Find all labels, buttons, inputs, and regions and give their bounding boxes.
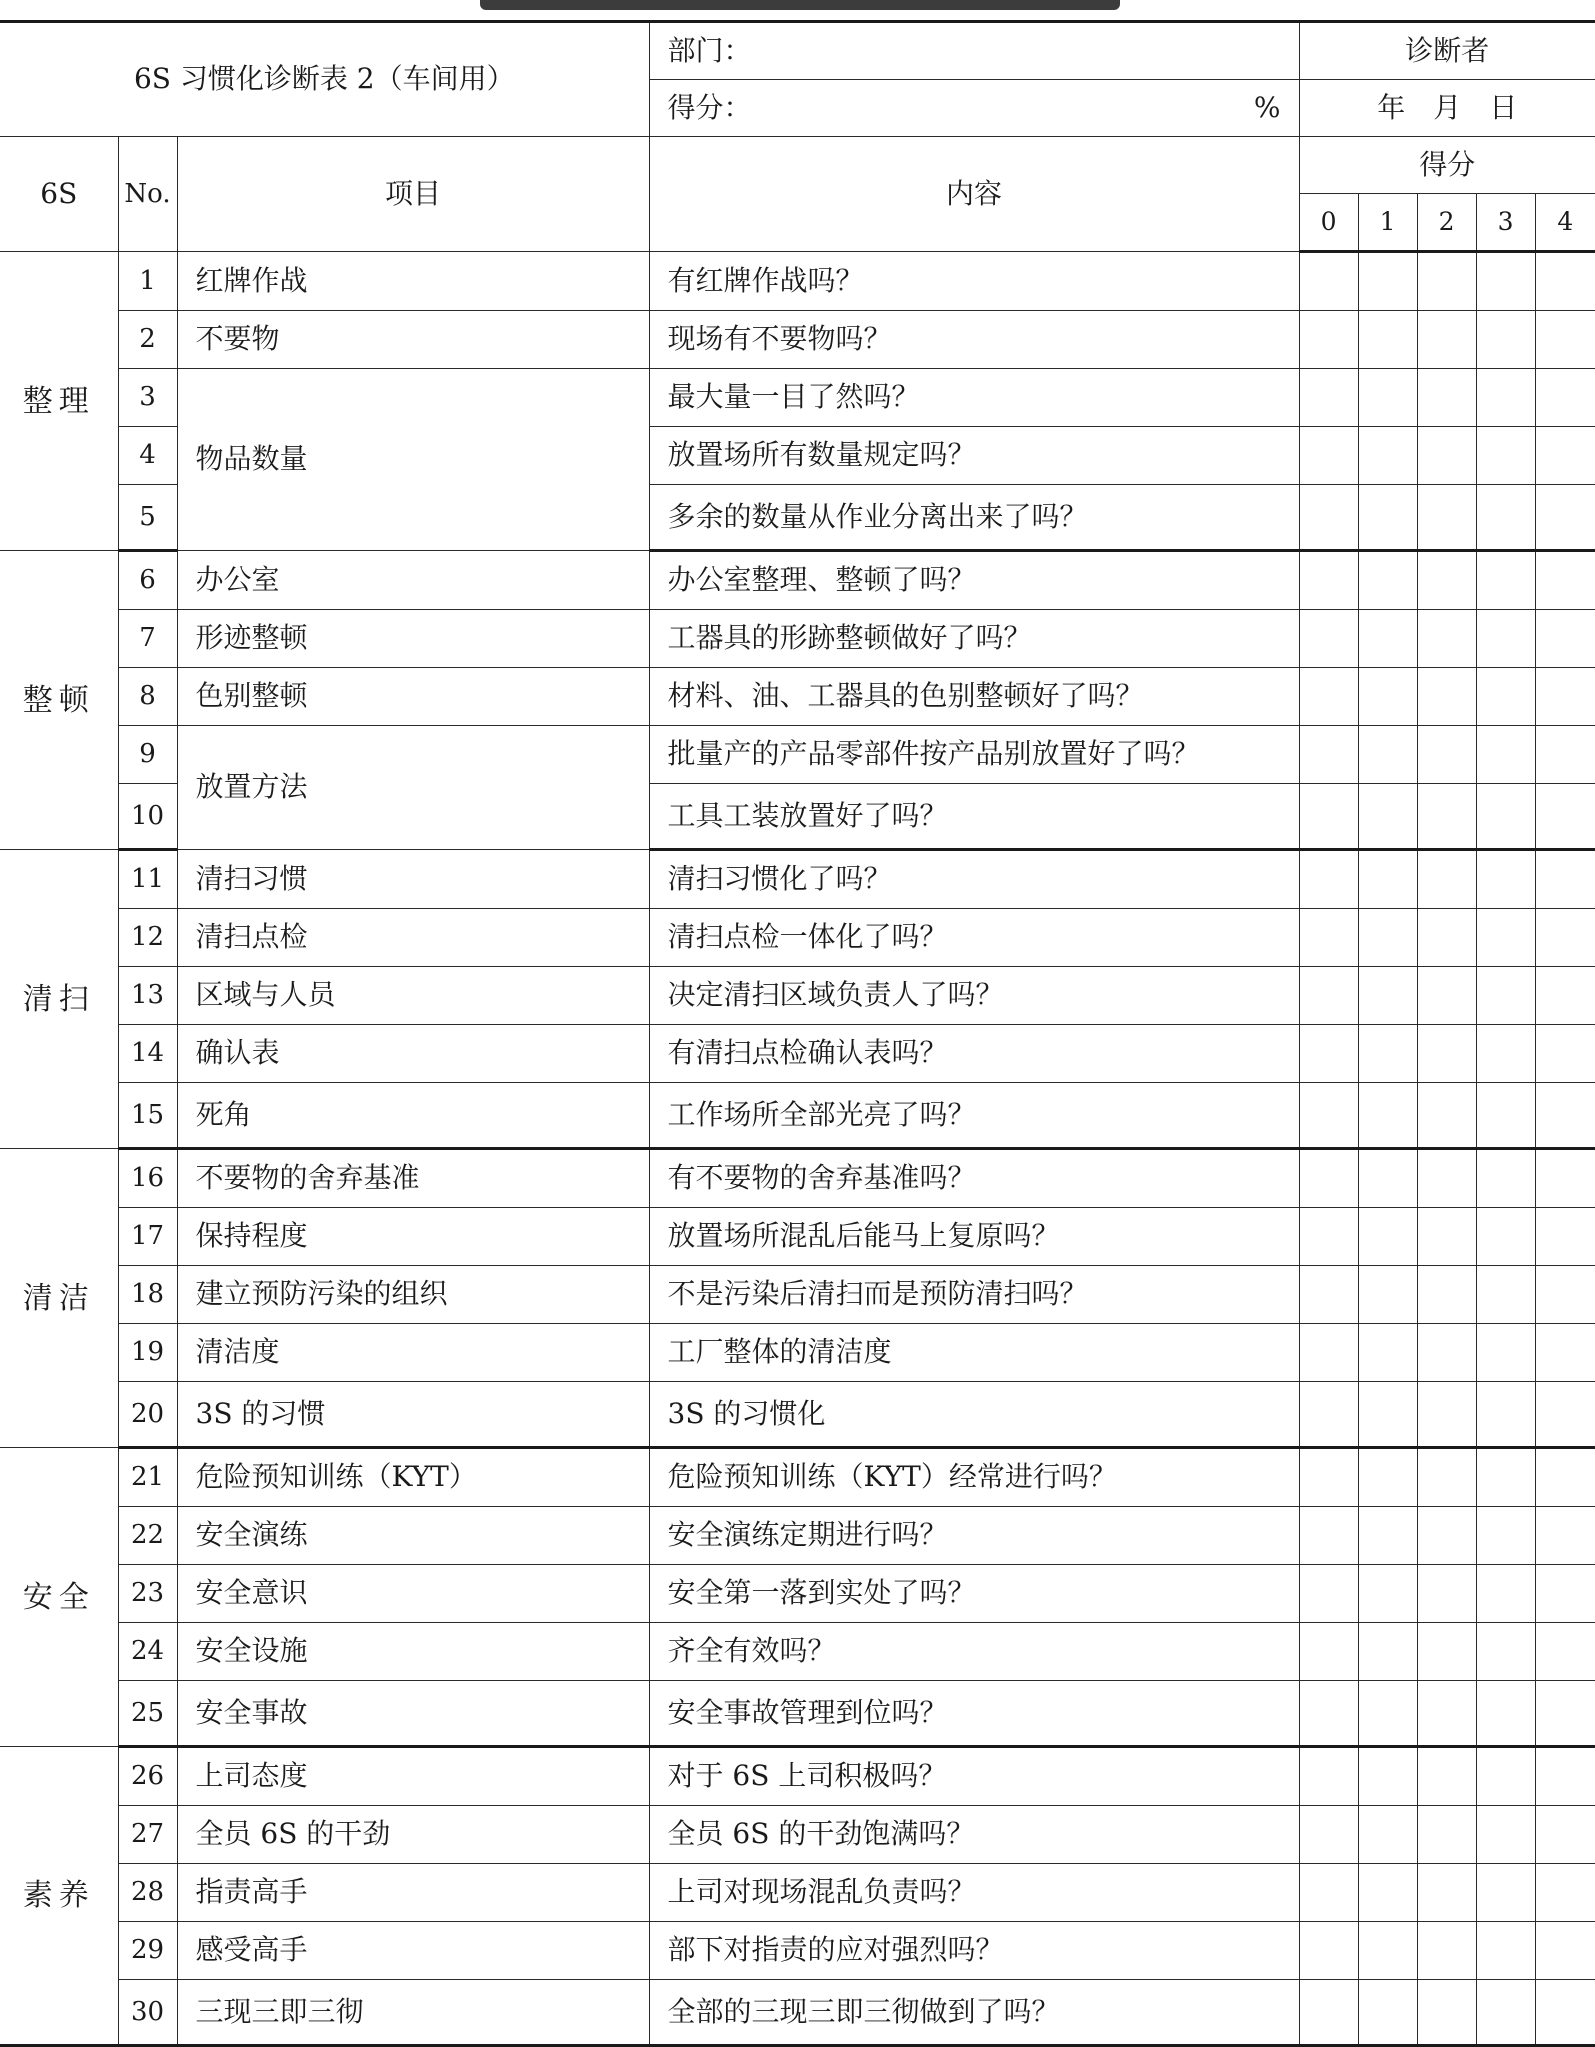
score-cell-4[interactable] xyxy=(1535,1083,1595,1149)
item-cell: 物品数量 xyxy=(177,369,649,551)
score-cell-0[interactable] xyxy=(1299,311,1358,369)
score-cell-1[interactable] xyxy=(1358,427,1417,485)
content-cell: 安全第一落到实处了吗？ xyxy=(649,1565,1299,1623)
row-number: 2 xyxy=(118,311,177,369)
score-cell-1[interactable] xyxy=(1358,551,1417,610)
score-cell-0[interactable] xyxy=(1299,784,1358,850)
item-cell: 死角 xyxy=(177,1083,649,1149)
content-cell: 有不要物的舍弃基准吗？ xyxy=(649,1149,1299,1208)
table-row xyxy=(0,1149,1595,1208)
score-cell-3[interactable] xyxy=(1476,668,1535,726)
item-cell: 红牌作战 xyxy=(177,252,649,311)
score-cell-2[interactable] xyxy=(1417,1806,1476,1864)
table-row xyxy=(0,1208,1595,1266)
score-cell-2[interactable] xyxy=(1417,427,1476,485)
row-number: 4 xyxy=(118,427,177,485)
score-cell-4[interactable] xyxy=(1535,1149,1595,1208)
category-cell: 素养 xyxy=(0,1747,118,2046)
score-cell-3[interactable] xyxy=(1476,1208,1535,1266)
score-cell-0[interactable] xyxy=(1299,1208,1358,1266)
score-cell-3[interactable] xyxy=(1476,1083,1535,1149)
row-number: 25 xyxy=(118,1681,177,1747)
score-cell-2[interactable] xyxy=(1417,1623,1476,1681)
score-cell-3[interactable] xyxy=(1476,967,1535,1025)
score-cell-1[interactable] xyxy=(1358,1266,1417,1324)
row-number: 17 xyxy=(118,1208,177,1266)
score-cell-4[interactable] xyxy=(1535,1565,1595,1623)
score-cell-3[interactable] xyxy=(1476,909,1535,967)
row-number: 5 xyxy=(118,485,177,551)
score-cell-1[interactable] xyxy=(1358,1864,1417,1922)
item-cell: 区域与人员 xyxy=(177,967,649,1025)
score-cell-1[interactable] xyxy=(1358,1025,1417,1083)
score-cell-3[interactable] xyxy=(1476,1266,1535,1324)
row-number: 10 xyxy=(118,784,177,850)
score-cell-0[interactable] xyxy=(1299,551,1358,610)
score-cell-2[interactable] xyxy=(1417,1208,1476,1266)
row-number: 22 xyxy=(118,1507,177,1565)
item-cell: 安全演练 xyxy=(177,1507,649,1565)
row-number: 24 xyxy=(118,1623,177,1681)
score-cell-3[interactable] xyxy=(1476,1565,1535,1623)
item-cell: 清扫点检 xyxy=(177,909,649,967)
score-cell-3[interactable] xyxy=(1476,1324,1535,1382)
score-cell-3[interactable] xyxy=(1476,726,1535,784)
row-number: 14 xyxy=(118,1025,177,1083)
score-cell-2[interactable] xyxy=(1417,1507,1476,1565)
row-number: 20 xyxy=(118,1382,177,1448)
table-row xyxy=(0,369,1595,427)
score-cell-4[interactable] xyxy=(1535,252,1595,311)
score-cell-1[interactable] xyxy=(1358,252,1417,311)
table-row xyxy=(0,551,1595,610)
content-cell: 有清扫点检确认表吗？ xyxy=(649,1025,1299,1083)
score-cell-1[interactable] xyxy=(1358,784,1417,850)
item-cell: 三现三即三彻 xyxy=(177,1980,649,2046)
content-cell: 放置场所混乱后能马上复原吗？ xyxy=(649,1208,1299,1266)
item-cell: 全员 6S 的干劲 xyxy=(177,1806,649,1864)
score-cell-3[interactable] xyxy=(1476,1681,1535,1747)
score-cell-1[interactable] xyxy=(1358,1806,1417,1864)
content-cell: 对于 6S 上司积极吗？ xyxy=(649,1747,1299,1806)
score-cell-3[interactable] xyxy=(1476,610,1535,668)
score-cell-1[interactable] xyxy=(1358,1681,1417,1747)
score-cell-0[interactable] xyxy=(1299,1324,1358,1382)
item-cell: 保持程度 xyxy=(177,1208,649,1266)
score-cell-4[interactable] xyxy=(1535,1208,1595,1266)
score-cell-2[interactable] xyxy=(1417,1864,1476,1922)
score-cell-2[interactable] xyxy=(1417,726,1476,784)
score-cell-2[interactable] xyxy=(1417,252,1476,311)
col-header-number: No. xyxy=(118,137,177,252)
score-cell-2[interactable] xyxy=(1417,668,1476,726)
score-cell-4[interactable] xyxy=(1535,1806,1595,1864)
item-cell: 清洁度 xyxy=(177,1324,649,1382)
score-cell-0[interactable] xyxy=(1299,1448,1358,1507)
date-year: 年 xyxy=(1377,90,1406,124)
score-cell-1[interactable] xyxy=(1358,1448,1417,1507)
score-cell-4[interactable] xyxy=(1535,850,1595,909)
score-cell-0[interactable] xyxy=(1299,909,1358,967)
date-day: 日 xyxy=(1489,90,1518,124)
score-cell-4[interactable] xyxy=(1535,1448,1595,1507)
row-number: 8 xyxy=(118,668,177,726)
table-row xyxy=(0,252,1595,311)
table-row xyxy=(0,850,1595,909)
diagnosis-form-table xyxy=(0,20,1595,2047)
item-cell: 清扫习惯 xyxy=(177,850,649,909)
score-cell-0[interactable] xyxy=(1299,610,1358,668)
score-cell-2[interactable] xyxy=(1417,1324,1476,1382)
table-row xyxy=(0,1681,1595,1747)
score-cell-2[interactable] xyxy=(1417,1083,1476,1149)
score-cell-3[interactable] xyxy=(1476,1806,1535,1864)
table-row xyxy=(0,726,1595,784)
table-row xyxy=(0,1980,1595,2046)
score-cell-2[interactable] xyxy=(1417,1922,1476,1980)
score-cell-0[interactable] xyxy=(1299,967,1358,1025)
score-cell-4[interactable] xyxy=(1535,1025,1595,1083)
item-cell: 指责高手 xyxy=(177,1864,649,1922)
table-row xyxy=(0,1266,1595,1324)
item-cell: 放置方法 xyxy=(177,726,649,850)
item-cell: 不要物 xyxy=(177,311,649,369)
score-cell-0[interactable] xyxy=(1299,1623,1358,1681)
score-cell-4[interactable] xyxy=(1535,1623,1595,1681)
score-cell-4[interactable] xyxy=(1535,1864,1595,1922)
score-cell-4[interactable] xyxy=(1535,1922,1595,1980)
score-cell-0[interactable] xyxy=(1299,668,1358,726)
table-row xyxy=(0,610,1595,668)
score-cell-2[interactable] xyxy=(1417,1149,1476,1208)
score-cell-1[interactable] xyxy=(1358,726,1417,784)
score-level-0: 0 xyxy=(1299,194,1358,252)
score-cell-1[interactable] xyxy=(1358,967,1417,1025)
item-cell: 危险预知训练（KYT） xyxy=(177,1448,649,1507)
score-cell-4[interactable] xyxy=(1535,1980,1595,2046)
content-cell: 多余的数量从作业分离出来了吗？ xyxy=(649,485,1299,551)
content-cell: 最大量一目了然吗？ xyxy=(649,369,1299,427)
score-cell-3[interactable] xyxy=(1476,1382,1535,1448)
score-cell-2[interactable] xyxy=(1417,1681,1476,1747)
score-cell-0[interactable] xyxy=(1299,1565,1358,1623)
content-cell: 清扫习惯化了吗？ xyxy=(649,850,1299,909)
score-cell-3[interactable] xyxy=(1476,1448,1535,1507)
table-row xyxy=(0,1324,1595,1382)
score-cell-1[interactable] xyxy=(1358,909,1417,967)
score-cell-2[interactable] xyxy=(1417,850,1476,909)
content-cell: 材料、油、工器具的色别整顿好了吗？ xyxy=(649,668,1299,726)
table-row xyxy=(0,1025,1595,1083)
score-cell-0[interactable] xyxy=(1299,1083,1358,1149)
category-cell: 整理 xyxy=(0,252,118,551)
score-cell-1[interactable] xyxy=(1358,1083,1417,1149)
cropped-title-strip xyxy=(480,0,1120,10)
score-field[interactable] xyxy=(649,80,1299,137)
score-level-1: 1 xyxy=(1358,194,1417,252)
score-cell-3[interactable] xyxy=(1476,1980,1535,2046)
score-cell-2[interactable] xyxy=(1417,369,1476,427)
percent-sign: % xyxy=(1253,90,1281,124)
content-cell: 全部的三现三即三彻做到了吗？ xyxy=(649,1980,1299,2046)
score-cell-1[interactable] xyxy=(1358,485,1417,551)
score-cell-3[interactable] xyxy=(1476,369,1535,427)
category-cell: 安全 xyxy=(0,1448,118,1747)
content-cell: 工具工装放置好了吗？ xyxy=(649,784,1299,850)
row-number: 18 xyxy=(118,1266,177,1324)
item-cell: 建立预防污染的组织 xyxy=(177,1266,649,1324)
table-row xyxy=(0,1922,1595,1980)
table-row xyxy=(0,668,1595,726)
date-field[interactable] xyxy=(1299,80,1595,137)
diagnoser-label: 诊断者 xyxy=(1299,22,1595,80)
score-cell-2[interactable] xyxy=(1417,1980,1476,2046)
table-row xyxy=(0,967,1595,1025)
score-cell-2[interactable] xyxy=(1417,1448,1476,1507)
score-cell-1[interactable] xyxy=(1358,1747,1417,1806)
row-number: 3 xyxy=(118,369,177,427)
score-cell-4[interactable] xyxy=(1535,485,1595,551)
score-cell-0[interactable] xyxy=(1299,1025,1358,1083)
score-cell-3[interactable] xyxy=(1476,485,1535,551)
item-cell: 色别整顿 xyxy=(177,668,649,726)
item-cell: 办公室 xyxy=(177,551,649,610)
item-cell: 不要物的舍弃基准 xyxy=(177,1149,649,1208)
score-cell-0[interactable] xyxy=(1299,850,1358,909)
score-cell-1[interactable] xyxy=(1358,1565,1417,1623)
score-cell-2[interactable] xyxy=(1417,1747,1476,1806)
content-cell: 放置场所有数量规定吗？ xyxy=(649,427,1299,485)
content-cell: 上司对现场混乱负责吗？ xyxy=(649,1864,1299,1922)
row-number: 11 xyxy=(118,850,177,909)
score-cell-0[interactable] xyxy=(1299,1382,1358,1448)
score-cell-1[interactable] xyxy=(1358,1623,1417,1681)
content-cell: 工器具的形跡整顿做好了吗？ xyxy=(649,610,1299,668)
row-number: 6 xyxy=(118,551,177,610)
score-cell-0[interactable] xyxy=(1299,427,1358,485)
col-header-category: 6S xyxy=(0,137,118,252)
score-cell-4[interactable] xyxy=(1535,784,1595,850)
score-cell-0[interactable] xyxy=(1299,1980,1358,2046)
score-cell-3[interactable] xyxy=(1476,850,1535,909)
row-number: 7 xyxy=(118,610,177,668)
score-cell-2[interactable] xyxy=(1417,909,1476,967)
score-cell-1[interactable] xyxy=(1358,311,1417,369)
score-cell-2[interactable] xyxy=(1417,610,1476,668)
score-cell-4[interactable] xyxy=(1535,668,1595,726)
item-cell: 3S 的习惯 xyxy=(177,1382,649,1448)
score-cell-3[interactable] xyxy=(1476,1747,1535,1806)
score-cell-4[interactable] xyxy=(1535,311,1595,369)
score-cell-1[interactable] xyxy=(1358,1507,1417,1565)
item-cell: 感受高手 xyxy=(177,1922,649,1980)
row-number: 13 xyxy=(118,967,177,1025)
content-cell: 全员 6S 的干劲饱满吗？ xyxy=(649,1806,1299,1864)
score-cell-0[interactable] xyxy=(1299,1922,1358,1980)
item-cell: 确认表 xyxy=(177,1025,649,1083)
item-cell: 上司态度 xyxy=(177,1747,649,1806)
score-cell-3[interactable] xyxy=(1476,427,1535,485)
table-row xyxy=(0,909,1595,967)
score-cell-0[interactable] xyxy=(1299,726,1358,784)
score-cell-4[interactable] xyxy=(1535,369,1595,427)
dept-label: 部门： xyxy=(667,33,752,67)
score-label: 得分： xyxy=(667,90,752,124)
content-cell: 工作场所全部光亮了吗？ xyxy=(649,1083,1299,1149)
table-row xyxy=(0,1448,1595,1507)
row-number: 16 xyxy=(118,1149,177,1208)
table-row xyxy=(0,1864,1595,1922)
score-level-2: 2 xyxy=(1417,194,1476,252)
row-number: 12 xyxy=(118,909,177,967)
score-cell-4[interactable] xyxy=(1535,726,1595,784)
table-row xyxy=(0,311,1595,369)
score-cell-2[interactable] xyxy=(1417,551,1476,610)
score-cell-0[interactable] xyxy=(1299,1681,1358,1747)
content-cell: 3S 的习惯化 xyxy=(649,1382,1299,1448)
score-cell-3[interactable] xyxy=(1476,551,1535,610)
score-cell-0[interactable] xyxy=(1299,369,1358,427)
score-cell-3[interactable] xyxy=(1476,1623,1535,1681)
score-cell-2[interactable] xyxy=(1417,1266,1476,1324)
score-cell-0[interactable] xyxy=(1299,1507,1358,1565)
content-cell: 不是污染后清扫而是预防清扫吗？ xyxy=(649,1266,1299,1324)
score-cell-4[interactable] xyxy=(1535,1747,1595,1806)
score-cell-2[interactable] xyxy=(1417,485,1476,551)
row-number: 1 xyxy=(118,252,177,311)
score-cell-3[interactable] xyxy=(1476,311,1535,369)
content-cell: 现场有不要物吗？ xyxy=(649,311,1299,369)
score-cell-2[interactable] xyxy=(1417,784,1476,850)
form-title: 6S 习惯化诊断表 2（车间用） xyxy=(0,22,649,137)
score-cell-0[interactable] xyxy=(1299,1747,1358,1806)
score-cell-3[interactable] xyxy=(1476,1507,1535,1565)
content-cell: 办公室整理、整顿了吗？ xyxy=(649,551,1299,610)
content-cell: 安全事故管理到位吗？ xyxy=(649,1681,1299,1747)
score-cell-4[interactable] xyxy=(1535,551,1595,610)
score-cell-1[interactable] xyxy=(1358,1149,1417,1208)
row-number: 23 xyxy=(118,1565,177,1623)
row-number: 27 xyxy=(118,1806,177,1864)
score-cell-1[interactable] xyxy=(1358,1208,1417,1266)
col-header-item: 项目 xyxy=(177,137,649,252)
table-row xyxy=(0,1382,1595,1448)
score-cell-1[interactable] xyxy=(1358,668,1417,726)
row-number: 15 xyxy=(118,1083,177,1149)
score-level-4: 4 xyxy=(1535,194,1595,252)
score-cell-3[interactable] xyxy=(1476,1864,1535,1922)
score-cell-2[interactable] xyxy=(1417,1382,1476,1448)
row-number: 21 xyxy=(118,1448,177,1507)
content-cell: 有红牌作战吗？ xyxy=(649,252,1299,311)
score-cell-1[interactable] xyxy=(1358,1922,1417,1980)
content-cell: 危险预知训练（KYT）经常进行吗？ xyxy=(649,1448,1299,1507)
content-cell: 清扫点检一体化了吗？ xyxy=(649,909,1299,967)
table-row xyxy=(0,1747,1595,1806)
score-cell-3[interactable] xyxy=(1476,1922,1535,1980)
row-number: 9 xyxy=(118,726,177,784)
score-cell-4[interactable] xyxy=(1535,1266,1595,1324)
score-cell-1[interactable] xyxy=(1358,1980,1417,2046)
score-cell-3[interactable] xyxy=(1476,252,1535,311)
row-number: 19 xyxy=(118,1324,177,1382)
row-number: 28 xyxy=(118,1864,177,1922)
score-cell-2[interactable] xyxy=(1417,1025,1476,1083)
score-cell-1[interactable] xyxy=(1358,610,1417,668)
row-number: 26 xyxy=(118,1747,177,1806)
score-cell-1[interactable] xyxy=(1358,850,1417,909)
table-row xyxy=(0,1565,1595,1623)
score-level-3: 3 xyxy=(1476,194,1535,252)
table-row xyxy=(0,1806,1595,1864)
row-number: 30 xyxy=(118,1980,177,2046)
content-cell: 决定清扫区域负责人了吗？ xyxy=(649,967,1299,1025)
score-cell-1[interactable] xyxy=(1358,1324,1417,1382)
score-cell-1[interactable] xyxy=(1358,369,1417,427)
score-cell-4[interactable] xyxy=(1535,1507,1595,1565)
category-cell: 整顿 xyxy=(0,551,118,850)
content-cell: 齐全有效吗？ xyxy=(649,1623,1299,1681)
dept-field[interactable] xyxy=(649,22,1299,80)
category-cell: 清洁 xyxy=(0,1149,118,1448)
table-row xyxy=(0,1083,1595,1149)
item-cell: 安全意识 xyxy=(177,1565,649,1623)
score-cell-0[interactable] xyxy=(1299,1149,1358,1208)
score-cell-0[interactable] xyxy=(1299,1806,1358,1864)
score-cell-4[interactable] xyxy=(1535,967,1595,1025)
item-cell: 安全事故 xyxy=(177,1681,649,1747)
category-cell: 清扫 xyxy=(0,850,118,1149)
date-month: 月 xyxy=(1433,90,1462,124)
score-cell-4[interactable] xyxy=(1535,1382,1595,1448)
score-cell-0[interactable] xyxy=(1299,1864,1358,1922)
score-cell-4[interactable] xyxy=(1535,909,1595,967)
score-cell-0[interactable] xyxy=(1299,1266,1358,1324)
table-row xyxy=(0,1623,1595,1681)
row-number: 29 xyxy=(118,1922,177,1980)
score-cell-4[interactable] xyxy=(1535,610,1595,668)
score-cell-3[interactable] xyxy=(1476,1149,1535,1208)
score-cell-0[interactable] xyxy=(1299,252,1358,311)
score-cell-3[interactable] xyxy=(1476,784,1535,850)
score-cell-4[interactable] xyxy=(1535,1681,1595,1747)
score-cell-0[interactable] xyxy=(1299,485,1358,551)
item-cell: 安全设施 xyxy=(177,1623,649,1681)
content-cell: 安全演练定期进行吗？ xyxy=(649,1507,1299,1565)
content-cell: 工厂整体的清洁度 xyxy=(649,1324,1299,1382)
content-cell: 批量产的产品零部件按产品别放置好了吗？ xyxy=(649,726,1299,784)
score-cell-2[interactable] xyxy=(1417,311,1476,369)
score-cell-3[interactable] xyxy=(1476,1025,1535,1083)
score-cell-4[interactable] xyxy=(1535,1324,1595,1382)
table-row xyxy=(0,1507,1595,1565)
score-cell-4[interactable] xyxy=(1535,427,1595,485)
score-cell-2[interactable] xyxy=(1417,1565,1476,1623)
content-cell: 部下对指责的应对强烈吗？ xyxy=(649,1922,1299,1980)
item-cell: 形迹整顿 xyxy=(177,610,649,668)
score-cell-2[interactable] xyxy=(1417,967,1476,1025)
col-header-score: 得分 xyxy=(1299,137,1595,194)
col-header-content: 内容 xyxy=(649,137,1299,252)
score-cell-1[interactable] xyxy=(1358,1382,1417,1448)
